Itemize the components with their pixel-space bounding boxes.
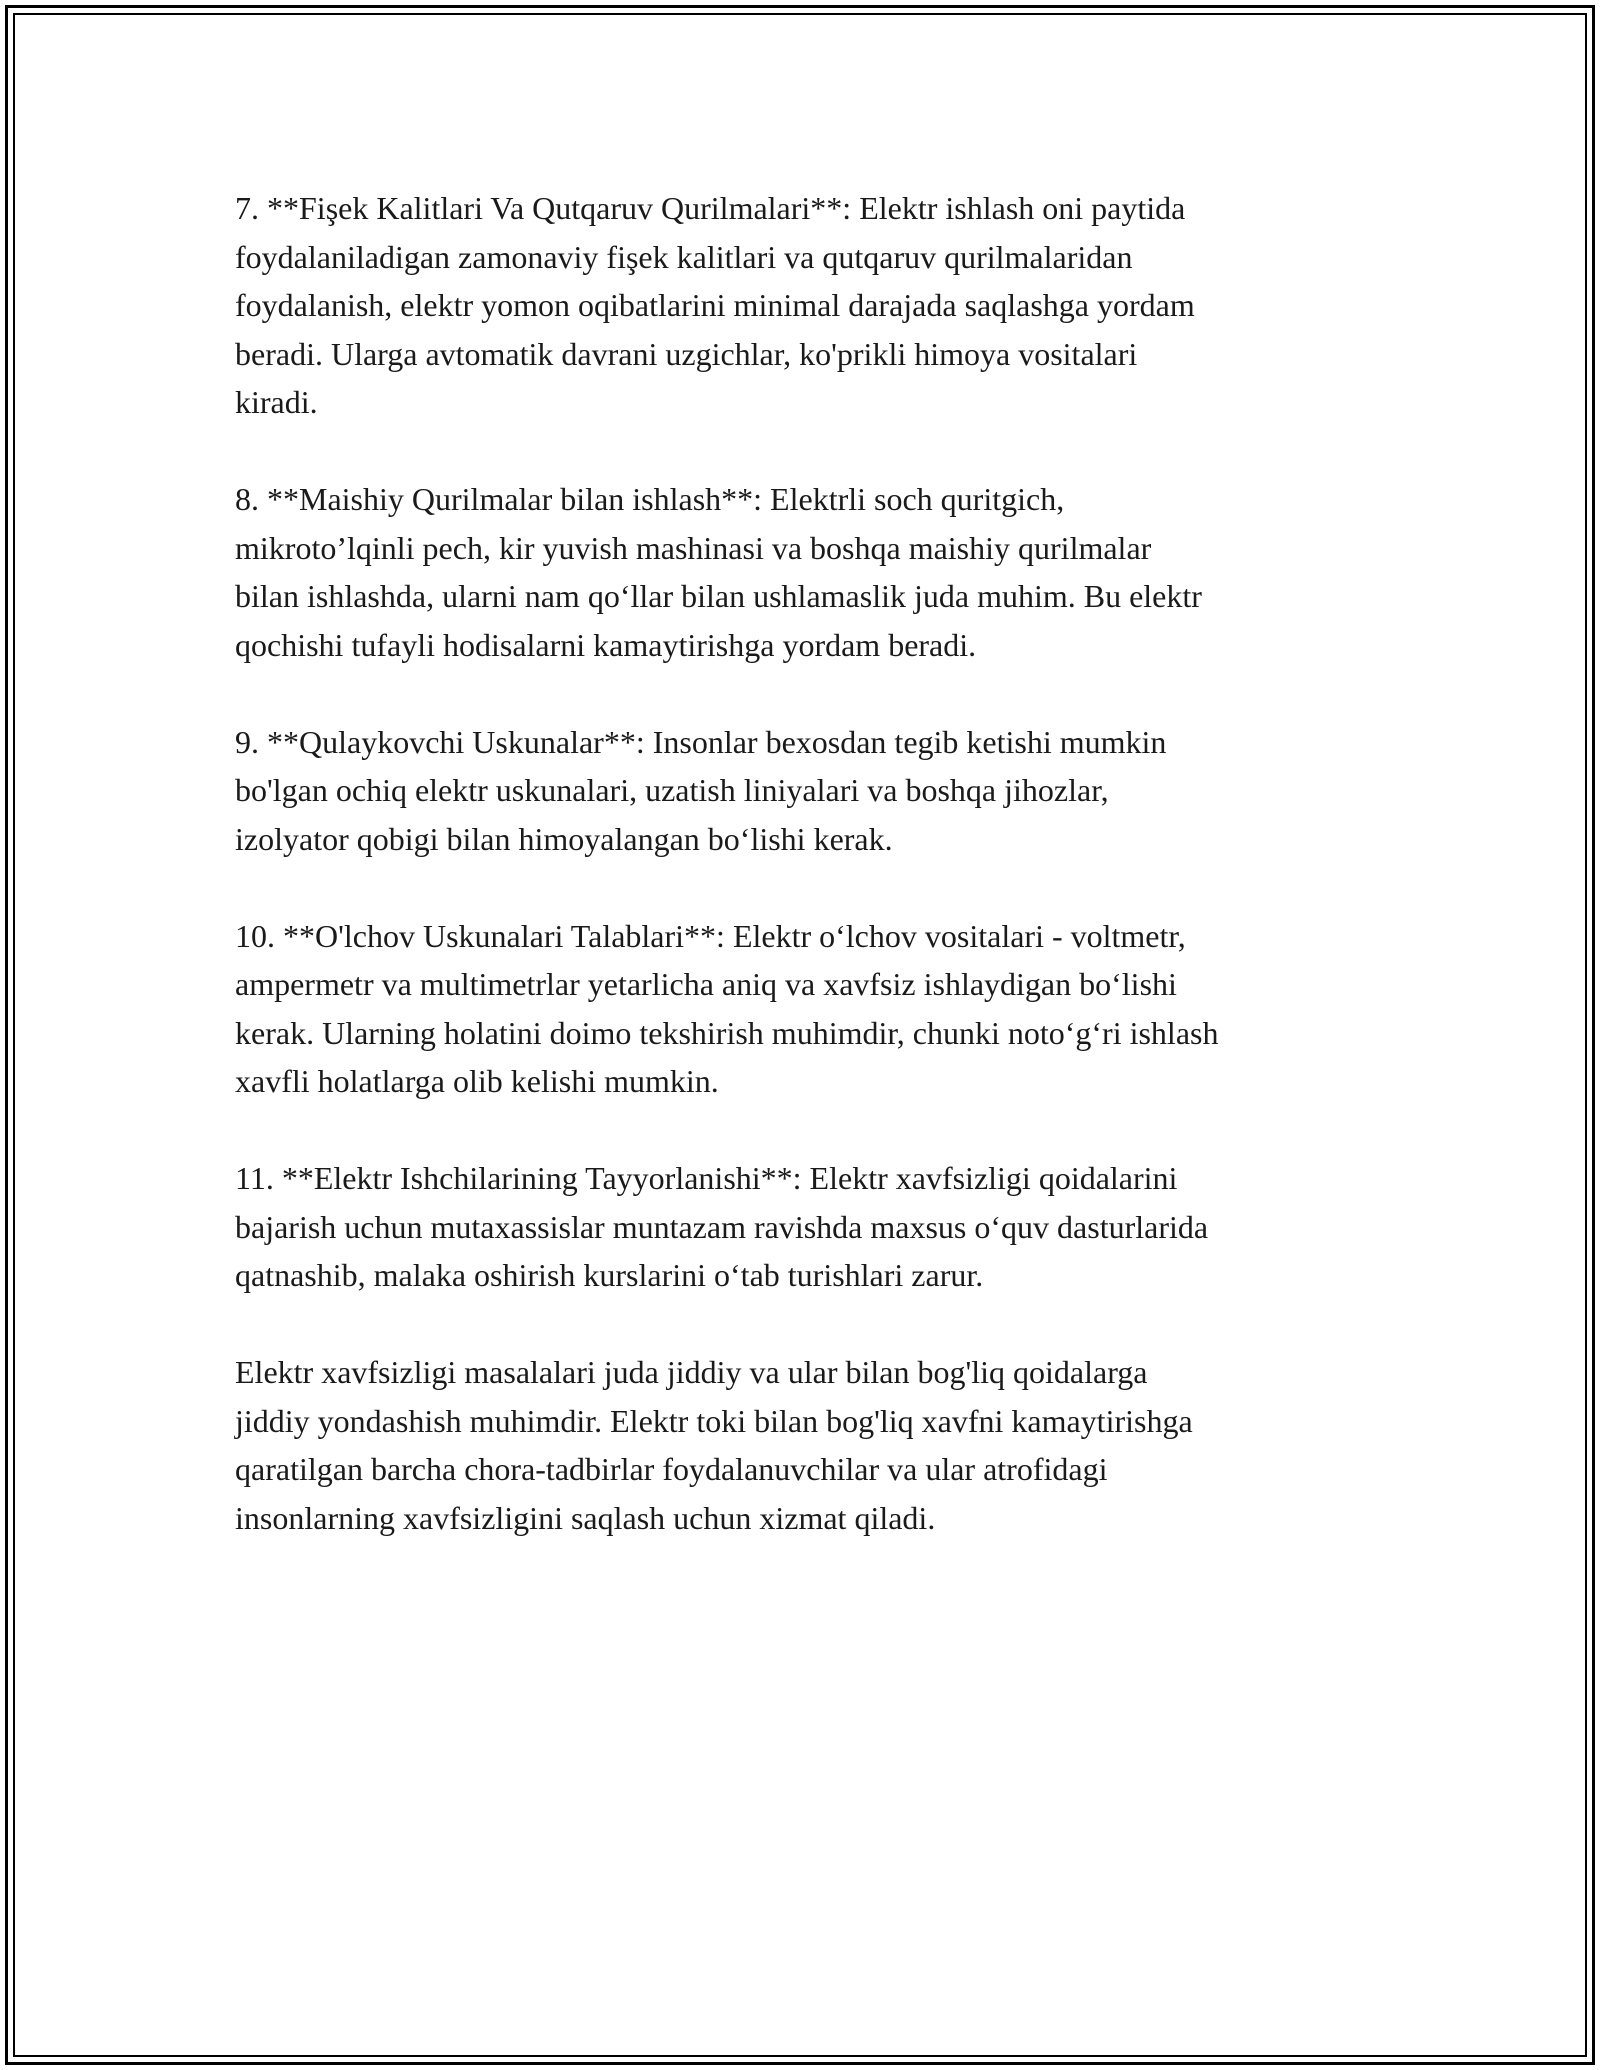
paragraph-item-8: 8. **Maishiy Qurilmalar bilan ishlash**: Elektrli soch quritgich, mikroto’lqinli pech, kir yuvish mashinasi va boshqa maishiy qurilmalar bilan ishlashda, ularni nam qo‘llar bilan ushlamaslik juda muhim. Bu elektr qochishi tufayli hodisalarni kamaytirishga yordam beradi.	[235, 481, 1202, 663]
paragraph-item-11: 11. **Elektr Ishchilarining Tayyorlanishi**: Elektr xavfsizligi qoidalarini bajarish uchun mutaxassislar muntazam ravishda maxsus o‘quv dasturlarida qatnashib, malaka oshirish kurslarini o‘tab turishlari zarur.	[235, 1160, 1209, 1293]
document-body	[235, 184, 1375, 1542]
paragraph-item-9: 9. **Qulaykovchi Uskunalar**: Insonlar bexosdan tegib ketishi mumkin bo'lgan ochiq elektr uskunalari, uzatish liniyalari va boshqa jihozlar, izolyator qobigi bilan himoyalangan bo‘lishi kerak.	[235, 723, 1167, 857]
paragraph-item-7: 7. **Fişek Kalitlari Va Qutqaruv Qurilmalari**: Elektr ishlash oni paytida foydalaniladigan zamonaviy fişek kalitlari va qutqaruv qurilmalaridan foydalanish, elektr yomon oqibatlarini minimal darajada saqlashga yordam beradi. Ularga avtomatik davrani uzgichlar, ko'prikli himoya vositalari kiradi.	[235, 190, 1195, 420]
paragraph-item-10: 10. **O'lchov Uskunalari Talablari**: Elektr o‘lchov vositalari - voltmetr, ampermetr va multimetrlar yetarlicha aniq va xavfsiz ishlaydigan bo‘lishi kerak. Ularning holatini doimo tekshirish muhimdir, chunki noto‘g‘ri ishlash xavfli holatlarga olib kelishi mumkin.	[235, 917, 1219, 1099]
conclusion-paragraph: Elektr xavfsizligi masalalari juda jiddiy va ular bilan bog'liq qoidalarga jiddiy yondashish muhimdir. Elektr toki bilan bog'liq xavfni kamaytirishga qaratilgan barcha chora-tadbirlar foydalanuvchilar va ular atrofidagi insonlarning xavfsizligini saqlash uchun xizmat qiladi.	[235, 1354, 1193, 1536]
